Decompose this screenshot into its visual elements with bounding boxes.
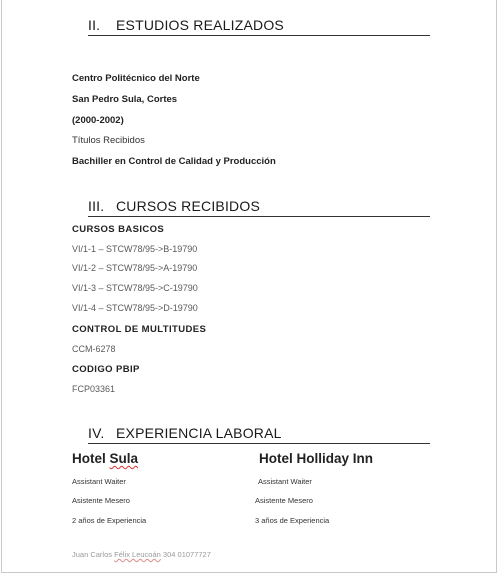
job-role-en: Assistant Waiter [72, 477, 126, 486]
pbip-code: FCP03361 [72, 384, 116, 394]
section-number: IV. [88, 425, 105, 441]
footer-name-first: Juan Carlos [72, 550, 113, 559]
section-number: III. [88, 198, 105, 214]
section-number: II. [88, 17, 101, 33]
basic-courses-label: CURSOS BASICOS [72, 224, 165, 235]
crowd-control-code: CCM-6278 [72, 344, 116, 354]
employer-hotel-sula [72, 451, 138, 466]
section-heading-cursos [88, 198, 430, 217]
footer-name-last: Félix Leucoán [114, 550, 161, 559]
footer-contact [72, 550, 211, 559]
course-item: VI/1-3 – STCW78/95->C-19790 [72, 283, 198, 293]
crowd-control-label: CONTROL DE MULTITUDES [72, 324, 207, 335]
course-item: VI/1-2 – STCW78/95->A-19790 [72, 263, 198, 273]
footer-phone: 304 01077727 [162, 550, 211, 559]
document-page [1, 0, 497, 573]
study-years: (2000-2002) [72, 115, 124, 126]
job-role-es: Asistente Mesero [72, 496, 130, 505]
course-item: VI/1-1 – STCW78/95->B-19790 [72, 244, 198, 254]
employer-word-misspelled: Sula [109, 451, 139, 466]
titles-label: Títulos Recibidos [72, 135, 145, 146]
job-role-en: Assistant Waiter [258, 477, 312, 486]
employer-hotel-holliday-inn: Hotel Holliday Inn [259, 451, 374, 466]
job-role-es: Asistente Mesero [255, 496, 313, 505]
section-heading-experiencia [88, 425, 430, 444]
section-title: EXPERIENCIA LABORAL [116, 425, 282, 441]
degree: Bachiller en Control de Calidad y Producción [72, 156, 276, 167]
job-duration: 2 años de Experiencia [72, 516, 147, 525]
course-item: VI/1-4 – STCW78/95->D-19790 [72, 303, 198, 313]
institution-name: Centro Politécnico del Norte [72, 73, 200, 84]
institution-location: San Pedro Sula, Cortes [72, 94, 178, 105]
section-heading-estudios [88, 17, 430, 36]
employer-word: Hotel [72, 451, 106, 466]
job-duration: 3 años de Experiencia [255, 516, 330, 525]
pbip-label: CODIGO PBIP [72, 364, 140, 375]
section-title: CURSOS RECIBIDOS [116, 198, 260, 214]
section-title: ESTUDIOS REALIZADOS [116, 17, 284, 33]
